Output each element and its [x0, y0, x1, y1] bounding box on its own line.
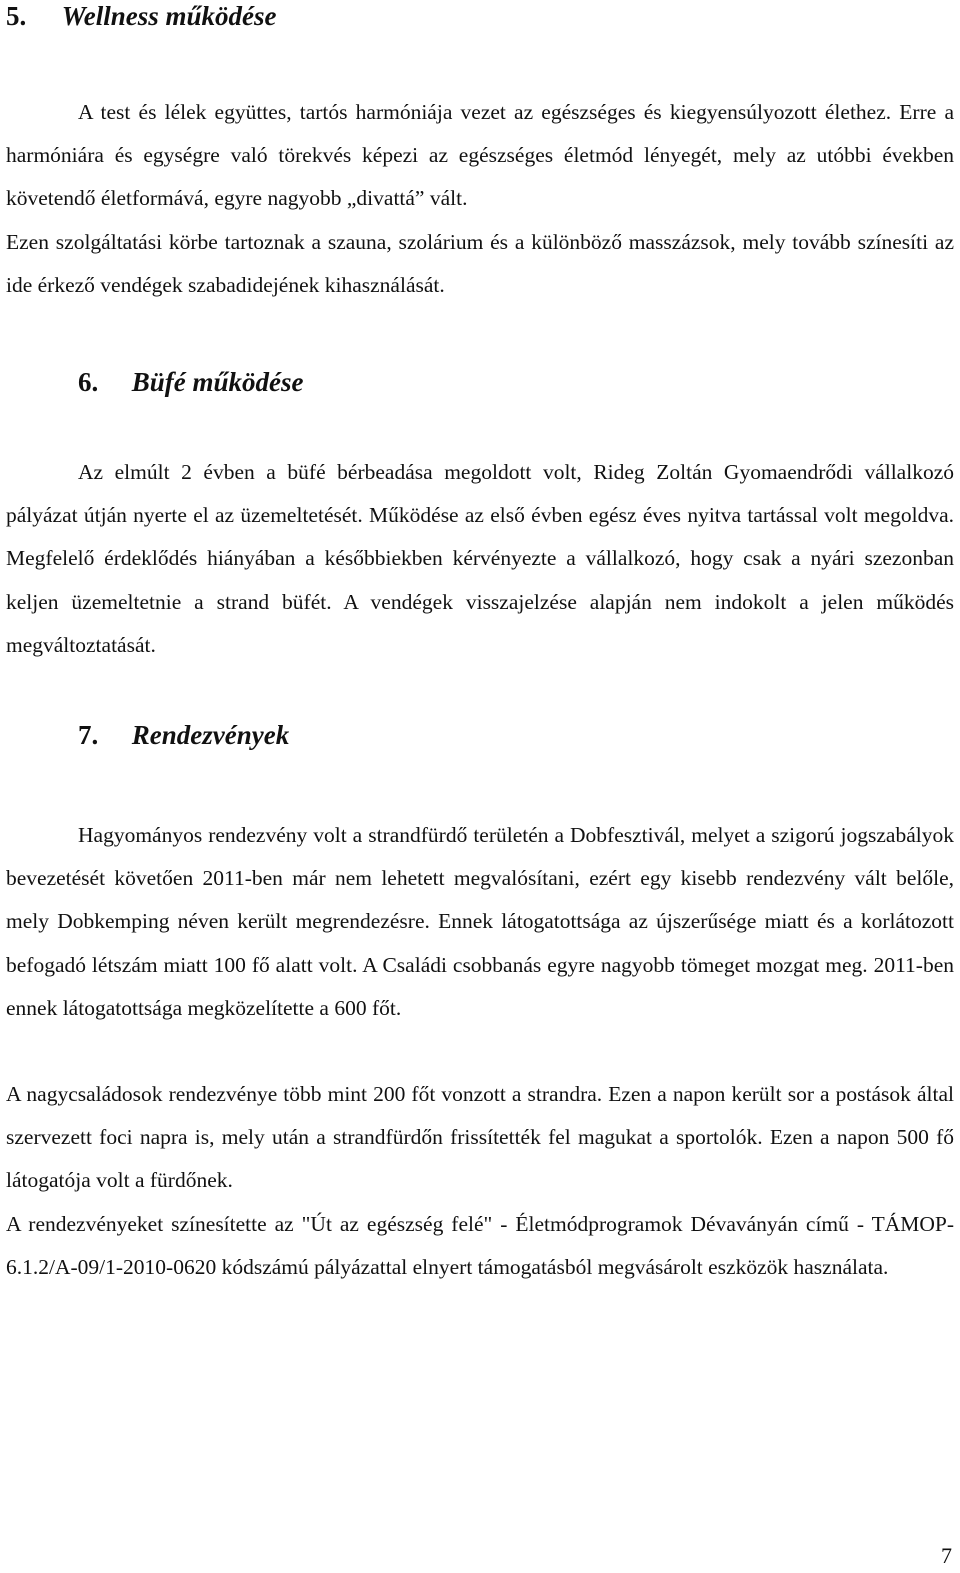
- section-5-heading: [6, 0, 277, 32]
- section-7-paragraph-3: A rendezvényeket színesítette az "Út az egészség felé" - Életmódprogramok Dévaványán című - TÁMOP-6.1.2/A-09/1-2010-0620 kódszámú pályázattal elnyert támogatásból megvásárolt eszközök használata.: [6, 1212, 954, 1280]
- section-7-heading: [78, 719, 289, 751]
- section-5-title: Wellness működése: [61, 1, 277, 31]
- section-7-paragraph-2: A nagycsaládosok rendezvénye több mint 200 főt vonzott a strandra. Ezen a napon került sor a postások által szervezett foci napra is, mely után a strandfürdőn frissítették fel magukat a sportolók. Ezen a napon 500 fő látogatója volt a fürdőnek.: [6, 1082, 954, 1193]
- section-6-title: Büfé működése: [131, 367, 304, 397]
- section-6-paragraph-1: Az elmúlt 2 évben a büfé bérbeadása megoldott volt, Rideg Zoltán Gyomaendrődi vállalkozó pályázat útján nyerte el az üzemeltetését. Működése az első évben egész éves nyitva tartással volt megoldva. Megfelelő érdeklődés hiányában a későbbiekben kérvényezte a vállalkozó, hogy csak a nyári szezonban keljen üzemeltetnie a strand büfét. A vendégek visszajelzése alapján nem indokolt a jelen működés megváltoztatását.: [6, 460, 954, 657]
- section-7-title: Rendezvények: [131, 720, 290, 750]
- page-number: 7: [941, 1543, 952, 1568]
- section-7-number: 7.: [78, 720, 99, 750]
- section-6-heading: [78, 366, 304, 398]
- section-6-number: 6.: [78, 367, 99, 397]
- section-5-paragraph-2: Ezen szolgáltatási körbe tartoznak a szauna, szolárium és a különböző masszázsok, mely tovább színesíti az ide érkező vendégek szabadidejének kihasználását.: [6, 230, 954, 298]
- section-5-number: 5.: [6, 1, 27, 31]
- section-7-paragraph-1: Hagyományos rendezvény volt a strandfürdő területén a Dobfesztivál, melyet a szigorú jogszabályok bevezetését követően 2011-ben már nem lehetett megvalósítani, ezért egy kisebb rendezvény vált belőle, mely Dobkemping néven került megrendezésre. Ennek látogatottsága az újszerűsége miatt és a korlátozott befogadó létszám miatt 100 fő alatt volt. A Családi csobbanás egyre nagyobb tömeget mozgat meg. 2011-ben ennek látogatottsága megközelítette a 600 főt.: [6, 823, 954, 1020]
- section-5-paragraph-1: A test és lélek együttes, tartós harmóniája vezet az egészséges és kiegyensúlyozott élethez. Erre a harmóniára és egységre való törekvés képezi az egészséges életmód lényegét, mely az utóbbi években követendő életformává, egyre nagyobb „divattá” vált.: [6, 100, 954, 211]
